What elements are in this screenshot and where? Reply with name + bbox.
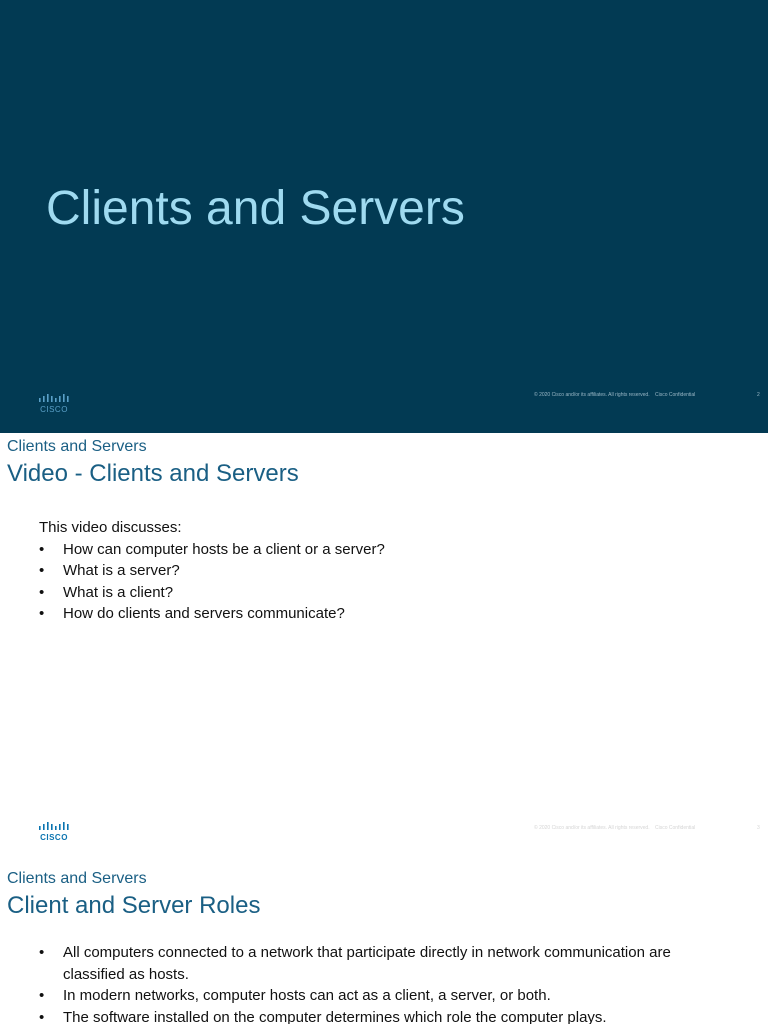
list-item: • What is a server? [39,560,679,582]
list-item: • All computers connected to a network that participate directly in network communication are classified as hosts. [39,942,679,985]
cisco-logo [38,821,70,845]
slide-title: Client and Server Roles [7,892,261,919]
slide-body [39,942,679,1024]
cisco-wordmark: CISCO [40,833,68,842]
roles-slide [0,865,768,1024]
cisco-logo [38,393,70,417]
cisco-bars-icon [38,393,70,405]
footer-copyright: © 2020 Cisco and/or its affiliates. All rights reserved. [534,825,650,831]
footer [534,392,699,398]
page-number: 3 [757,825,760,831]
slide-title: Video - Clients and Servers [7,460,299,487]
cisco-bars-icon [38,821,70,833]
page-number: 2 [757,392,760,398]
intro-text: This video discusses: [39,519,182,536]
title-slide [0,0,768,433]
list-item: • In modern networks, computer hosts can act as a client, a server, or both. [39,985,679,1007]
section-label: Clients and Servers [7,870,147,887]
list-item: • How can computer hosts be a client or a server? [39,539,679,561]
footer-confidential: Cisco Confidential [654,392,696,398]
list-item: • How do clients and servers communicate? [39,603,679,625]
cisco-wordmark: CISCO [40,405,68,414]
bullet-list [39,539,679,625]
footer-copyright: © 2020 Cisco and/or its affiliates. All rights reserved. [534,392,650,398]
slide-body [39,517,679,625]
slide-title: Clients and Servers [46,182,465,235]
bullet-list [39,942,679,1024]
footer-confidential: Cisco Confidential [654,825,696,831]
list-item: • The software installed on the computer determines which role the computer plays. [39,1007,679,1024]
section-label: Clients and Servers [7,438,147,455]
footer [534,825,699,831]
list-item: • What is a client? [39,582,679,604]
video-slide [0,433,768,865]
